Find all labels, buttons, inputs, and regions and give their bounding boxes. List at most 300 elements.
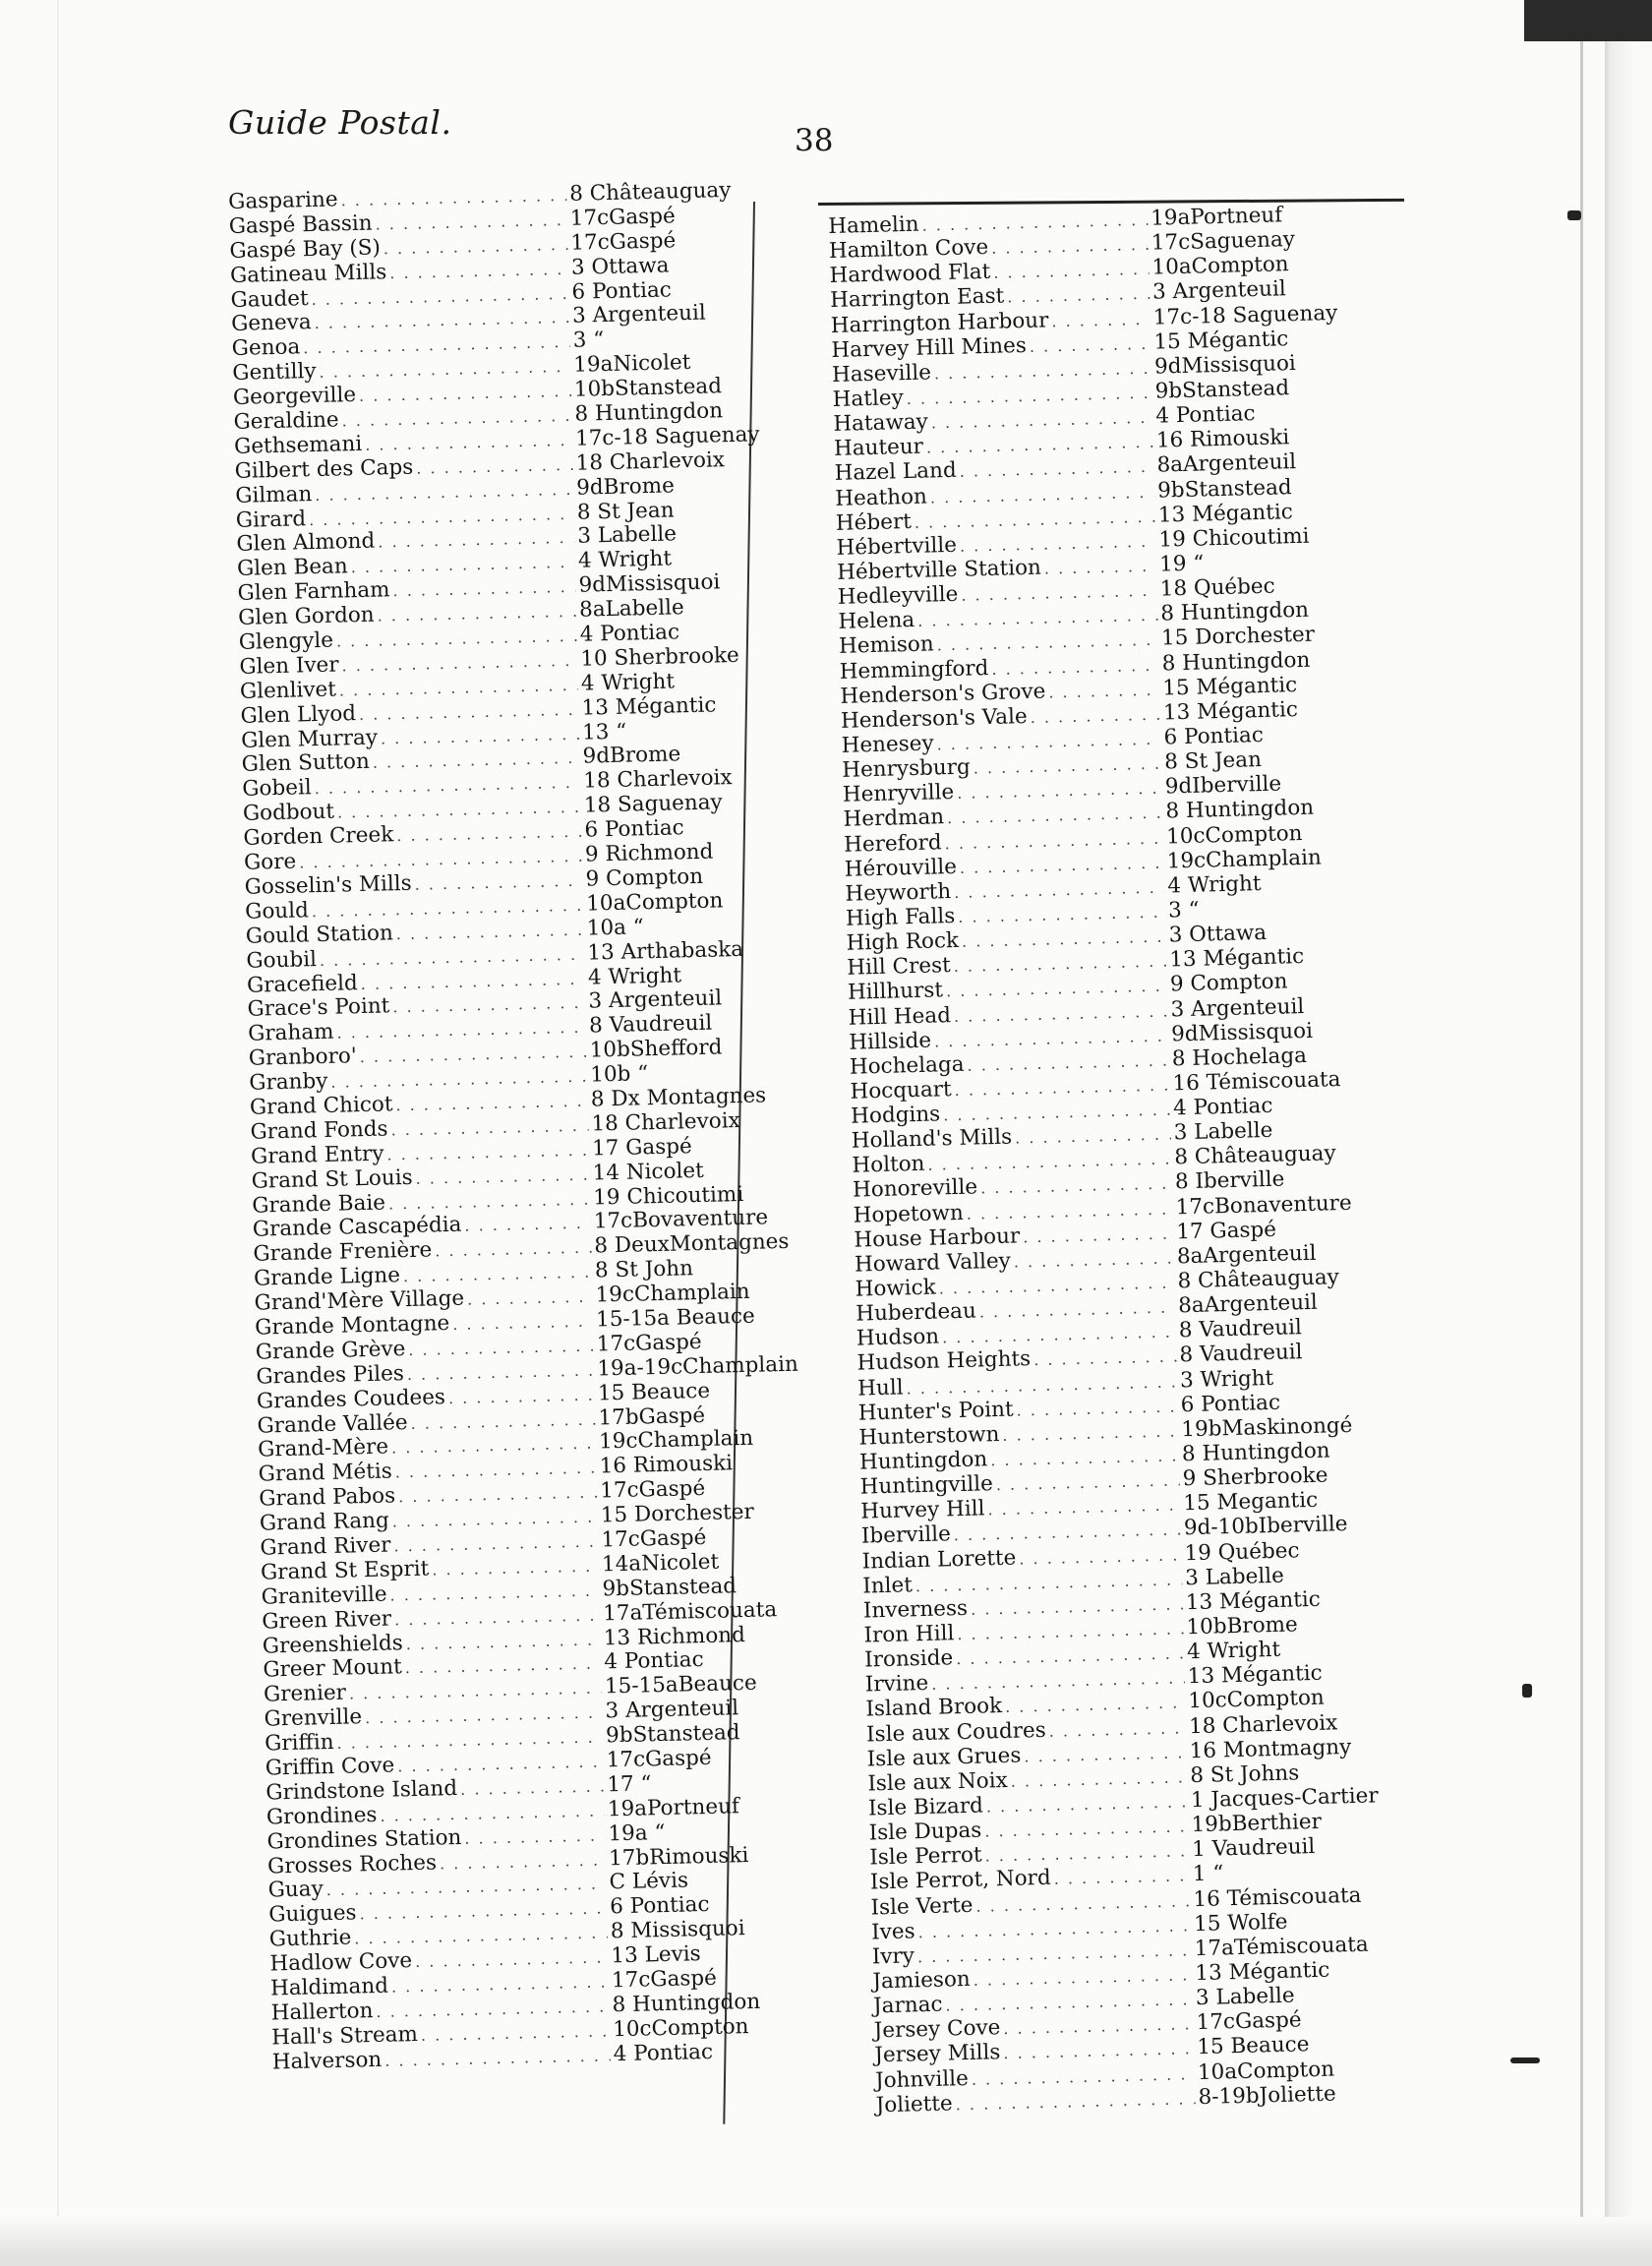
district-reference: 8 Huntingdon [612,1989,761,2018]
place-name: Gosselin's Mills [244,870,412,900]
district-reference: 3 Argenteuil [1151,276,1287,306]
dot-leader [464,1212,591,1239]
place-name: Gatineau Mills [229,259,387,288]
district-reference: 19cChamplain [595,1279,750,1308]
district-reference: 3 Labelle [1184,1563,1285,1590]
place-name: Irvine [864,1671,929,1698]
place-name: Isle Verte [870,1892,974,1921]
district-reference: 8 Huntingdon [1181,1438,1330,1467]
place-name: Gasparine [227,187,338,214]
dot-leader [1033,1344,1177,1373]
place-name: Gaspé Bassin [228,210,373,239]
district-reference: 19 Chicoutimi [1158,523,1310,553]
place-name: Hodgins [850,1102,941,1129]
district-reference: 17cGaspé [569,204,676,231]
place-name: Henesey [841,731,934,758]
district-reference: 10aCompton [1151,252,1289,280]
district-reference: 17c-18 Saguenay [1152,300,1338,330]
place-name: Hatley [832,386,905,412]
place-name: Girard [235,506,307,533]
district-reference: 13 Mégantic [1195,1957,1330,1987]
district-reference: 8 Huntingdon [1161,647,1311,677]
place-name: Jamieson [872,1966,972,1995]
district-reference: 19 Québec [1184,1537,1300,1566]
place-name: Goubil [246,946,318,974]
district-reference: 8 Hochelaga [1171,1043,1308,1072]
place-name: Grand St Esprit [260,1556,430,1585]
district-reference: 8 Châteauguay [568,177,732,207]
district-reference: 10bStanstead [573,374,723,402]
place-name: Grand Métis [258,1459,393,1487]
place-name: Glen Sutton [241,749,371,778]
district-reference: 8 Huntingdon [1160,598,1310,626]
district-reference: 8 St Jean [576,497,675,525]
place-name: Grande Baie [252,1190,386,1219]
district-reference: 6 Pontiac [1163,722,1265,750]
place-name: Grand River [260,1532,391,1561]
binding-mark [1567,210,1581,220]
district-reference: 13 Mégantic [1157,499,1294,528]
place-name: High Rock [846,927,960,956]
place-name: Huntingdon [858,1447,988,1475]
page-right-edge [1605,0,1652,2266]
dot-leader [384,2044,611,2073]
district-reference: 9bStanstead [1154,376,1290,404]
district-reference: 9bStanstead [1156,474,1292,504]
district-reference: 16 Témiscouata [1172,1067,1341,1097]
place-name: Hataway [833,409,929,438]
district-reference: 19cChamplain [1166,845,1323,874]
district-reference: 19aPortneuf [1150,203,1283,231]
place-name: Grandes Coudees [256,1384,446,1414]
district-reference: 19a-19cChamplain [597,1351,799,1382]
district-reference: 8-19bJoliette [1198,2081,1336,2110]
district-reference: 3 Ottawa [570,253,670,280]
district-reference: 10b “ [589,1061,649,1088]
place-name: Howick [855,1275,937,1302]
district-reference: 9dMissisquoi [1170,1018,1314,1047]
place-name: Hérouville [844,854,958,882]
place-name: Howard Valley [854,1248,1012,1278]
district-reference: 10a “ [586,914,645,941]
page-edge-line [1580,0,1583,2266]
district-reference: 19bMaskinongé [1181,1412,1353,1443]
place-name: Grace's Point [247,993,390,1023]
district-reference: 10bShefford [589,1035,723,1063]
district-reference: 15 Beauce [597,1378,711,1406]
district-reference: 18 Saguenay [583,790,723,818]
dot-leader [955,2086,1196,2117]
place-name: Hudson Heights [856,1346,1032,1377]
page-title: Guide Postal. [228,103,452,142]
place-name: Hillside [848,1028,932,1055]
district-reference: 10cCompton [1165,820,1303,850]
place-name: Henryville [842,780,955,808]
place-name: Grand St Louis [251,1164,413,1194]
dot-leader [467,1285,593,1313]
dot-leader [1023,1221,1174,1249]
district-reference: 17cGaspé [596,1329,702,1357]
place-name: Geraldine [233,407,339,435]
place-name: Isle Perrot [868,1842,982,1871]
district-reference: 15 Mégantic [1153,326,1289,355]
district-reference: 15-15a Beauce [595,1303,755,1333]
place-name: Grenier [263,1680,347,1707]
district-reference: 8 Vaudreuil [1179,1340,1303,1368]
place-name: Isle aux Noix [867,1767,1009,1797]
place-name: Hemmingford [839,655,989,685]
district-reference: 17bRimouski [608,1842,749,1871]
place-name: Hamelin [828,211,919,239]
place-name: Grande Grève [255,1336,406,1365]
district-reference: 13 Mégantic [1185,1586,1322,1616]
place-name: Grandes Piles [256,1360,405,1390]
district-reference: 19aNicolet [572,350,691,379]
place-name: Gobeil [242,775,312,803]
place-name: Harrington East [829,283,1005,314]
district-reference: 15 Beauce [1196,2032,1310,2060]
place-name: Henrysburg [841,754,972,783]
place-name: Iberville [860,1521,952,1550]
binding-mark [1510,2057,1540,2063]
place-name: Isle aux Coudres [865,1717,1047,1748]
place-name: Helena [838,608,915,635]
place-name: Guay [267,1877,324,1903]
place-name: Geneva [230,310,312,337]
place-name: Glen Murray [240,725,379,753]
district-reference: 13 Mégantic [1187,1661,1323,1690]
dot-leader [1051,306,1150,333]
place-name: Hochelaga [849,1051,965,1080]
district-reference: 15 Wolfe [1193,1909,1288,1937]
district-reference: 8 St John [594,1256,694,1283]
place-name: Huntingville [859,1471,994,1500]
district-reference: 17cGaspé [570,228,677,256]
district-reference: 9dMissisquoi [578,569,721,598]
place-name: Isle Dupas [868,1818,982,1846]
place-name: Hunter's Point [857,1397,1014,1426]
district-reference: 4 Pontiac [579,620,680,647]
district-reference: 19 “ [1158,551,1205,577]
place-name: Jarnac [872,1992,943,2019]
district-reference: C Lévis [609,1868,689,1895]
district-reference: 1 “ [1192,1861,1224,1887]
place-name: Grande Frenière [253,1237,433,1267]
place-name: Hall's Stream [270,2021,419,2051]
district-reference: 9 Richmond [584,839,714,867]
district-reference: 13 Mégantic [1162,696,1299,726]
district-reference: 17cBovaventure [593,1205,769,1234]
district-reference: 10bBrome [1186,1612,1299,1640]
dot-leader [448,1383,596,1410]
place-name: Grand Rang [259,1508,390,1536]
district-reference: 13 Levis [611,1941,701,1969]
district-reference: 15 Dorchester [1160,623,1316,651]
district-reference: 3 Argenteuil [1170,993,1305,1022]
left-column-list [228,178,815,2075]
district-reference: 3 Labelle [1173,1118,1273,1146]
district-reference: 9bStanstead [605,1720,740,1749]
place-name: Island Brook [865,1694,1003,1722]
district-reference: 17 Gaspé [1175,1217,1277,1245]
place-name: Gore [243,849,297,875]
place-name: Haldimand [269,1973,389,2001]
district-reference: 8 DeuxMontagnes [594,1229,790,1259]
district-reference: 17cGaspé [611,1965,718,1994]
district-reference: 4 Pontiac [1172,1093,1273,1121]
district-reference: 8aArgenteuil [1176,1240,1317,1270]
district-reference: 13 Mégantic [581,692,717,721]
district-reference: 16 Rimouski [1155,425,1290,453]
place-name: Herdman [843,805,945,833]
district-reference: 9 Sherbrooke [1182,1462,1328,1492]
district-reference: 16 Montmagny [1189,1734,1352,1763]
dot-leader [1030,701,1160,729]
district-reference: 19a “ [608,1819,666,1847]
dot-leader [1048,1715,1186,1744]
page-bottom-edge [0,2217,1652,2266]
district-reference: 4 Wright [580,669,676,696]
dot-leader [1053,1864,1190,1892]
place-name: Jersey Cove [873,2015,1001,2044]
dot-leader [460,1774,605,1802]
place-name: Hereford [843,829,942,858]
dot-leader [416,453,573,482]
place-name: Gracefield [246,970,359,998]
place-name: Gould [244,898,310,924]
place-name: Gilbert des Caps [234,454,414,484]
place-name: Georgeville [232,383,357,411]
place-name: Henderson's Vale [840,703,1028,734]
district-reference: 16 Rimouski [599,1451,734,1479]
district-reference: 10 Sherbrooke [580,642,740,672]
place-name: Hill Crest [847,953,952,981]
place-name: Iron Hill [863,1621,955,1648]
place-name: Isle Bizard [867,1793,984,1821]
dot-leader [1007,281,1150,310]
district-reference: 19bBerthier [1191,1809,1323,1838]
place-name: Hamilton Cove [828,235,989,265]
district-reference: 10aCompton [1197,2057,1335,2085]
district-reference: 8 St Jean [1163,747,1263,775]
place-name: Gilman [235,481,313,508]
place-name: Henderson's Grove [840,679,1046,709]
district-reference: 4 Pontiac [1154,401,1256,429]
district-reference: 17 Gaspé [591,1133,693,1162]
place-name: Griffin [264,1730,334,1757]
place-name: Gould Station [245,920,394,949]
district-reference: 17 “ [606,1771,652,1798]
place-name: Glen Iver [239,652,339,680]
district-reference: 17cGaspé [601,1524,707,1553]
district-reference: 18 Charlevoix [582,765,733,795]
district-reference: 8 Vaudreuil [1178,1315,1303,1343]
district-reference: 1 Vaudreuil [1191,1834,1316,1863]
district-reference: 19cChamplain [598,1426,754,1455]
district-reference: 17c-18 Saguenay [574,422,760,451]
place-name: Inverness [862,1595,969,1624]
place-name: Hazel Land [834,458,958,487]
place-name: Grenville [264,1704,363,1732]
district-reference: 17bGaspé [598,1402,706,1431]
place-name: Hallerton [270,1998,374,2026]
district-reference: 16 Témiscouata [1193,1882,1362,1912]
place-name: Hébertville Station [836,555,1042,585]
district-reference: 18 Charlevoix [575,447,726,476]
district-reference: 3 Argenteuil [605,1696,739,1724]
place-name: Grande Vallée [257,1409,408,1439]
place-name: Grand Fonds [250,1116,388,1145]
dot-leader [1044,554,1157,581]
district-reference: 14 Nicolet [592,1158,705,1186]
place-name: Hardwood Flat [829,260,991,289]
place-name: Holton [852,1152,925,1179]
place-name: Guthrie [268,1925,352,1952]
district-reference: 13 Richmond [603,1622,746,1650]
district-reference: 3 Argenteuil [588,985,723,1014]
district-reference: 8 St Johns [1189,1760,1300,1789]
district-reference: 9 Compton [1169,969,1288,997]
place-name: Hébertville [836,532,958,561]
district-reference: 8 Châteauguay [1177,1265,1340,1294]
place-name: Grondines Station [266,1824,462,1855]
district-reference: 8 Huntingdon [1165,796,1315,824]
district-reference: 9dBrome [582,742,681,770]
district-reference: 17cGaspé [1196,2007,1302,2036]
place-name: Johnville [874,2065,970,2093]
district-reference: 4 Pontiac [613,2039,714,2066]
district-reference: 8 Vaudreuil [588,1010,713,1039]
place-name: Grand-Mère [257,1434,389,1463]
district-reference: 3 “ [572,328,605,354]
place-name: Glen Llyod [240,700,357,729]
district-reference: 4 Wright [587,962,682,990]
place-name: Hill Head [848,1002,952,1031]
place-name: Joliette [875,2091,954,2118]
place-name: Guigues [268,1900,357,1928]
district-reference: 6 Pontiac [1180,1390,1281,1418]
place-name: Honoreville [852,1174,978,1204]
place-name: Greer Mount [263,1654,403,1684]
place-name: Grand'Mère Village [254,1285,465,1316]
place-name: Glen Gordon [237,602,375,631]
district-reference: 15 Mégantic [1161,672,1298,701]
place-name: Grosses Roches [266,1850,438,1879]
place-name: Hébert [835,508,913,536]
district-reference: 17aTémiscouata [1194,1932,1369,1961]
right-column-list [828,201,1405,2117]
place-name: Ivry [871,1943,915,1970]
district-reference: 13 “ [581,719,627,745]
place-name: Graham [247,1019,334,1047]
place-name: Huberdeau [855,1298,977,1327]
place-name: Indian Lorette [861,1545,1017,1575]
place-name: Heathon [834,484,928,511]
district-reference: 9dIberville [1164,771,1282,800]
district-reference: 15 Dorchester [600,1499,755,1528]
binding-mark [1522,1684,1532,1698]
district-reference: 9bStanstead [602,1573,738,1602]
district-reference: 8aLabelle [578,595,684,623]
place-name: Hauteur [833,434,924,462]
district-reference: 17cBonaventure [1175,1190,1352,1220]
dot-leader [435,1236,592,1265]
place-name: Hocquart [850,1077,952,1104]
district-reference: 14aNicolet [601,1549,720,1578]
place-name: Griffin Cove [265,1753,395,1781]
district-reference: 19 Chicoutimi [592,1181,744,1211]
district-reference: 8 Iberville [1174,1167,1285,1195]
place-name: Gentilly [232,359,317,387]
place-name: Harrington Harbour [830,307,1049,338]
district-reference: 8aArgenteuil [1156,449,1297,479]
district-reference: 19aPortneuf [607,1793,740,1822]
place-name: Hudson [856,1324,940,1351]
place-name: Grand Pabos [259,1483,396,1512]
place-name: Gaspé Bay (S) [229,235,382,264]
place-name: Grand Chicot [249,1092,393,1120]
place-name: Hadlow Cove [269,1948,413,1977]
district-reference: 8 Châteauguay [1174,1141,1336,1170]
place-name: Grand Entry [250,1141,384,1169]
district-reference: 4 Pontiac [604,1647,704,1675]
place-name: Genoa [231,334,301,362]
place-name: Isle aux Grues [866,1743,1022,1772]
place-name: Gorden Creek [243,822,394,851]
place-name: Inlet [861,1573,914,1599]
place-name: Hemison [838,631,934,660]
district-reference: 10aCompton [585,888,724,917]
place-name: Harvey Hill Mines [831,332,1028,363]
place-name: Holland's Mills [851,1124,1013,1154]
district-reference: 8aArgenteuil [1177,1289,1319,1319]
place-name: Granby [249,1068,328,1096]
district-reference: 6 Pontiac [609,1892,710,1920]
place-name: Heyworth [845,878,952,907]
place-name: Grindstone Island [266,1775,458,1806]
district-reference: 4 Wright [1167,870,1262,899]
district-reference: 9d-10bIberville [1183,1512,1348,1541]
dot-leader [1030,330,1151,358]
page-number: 38 [795,123,834,158]
district-reference: 8 Dx Montagnes [590,1083,767,1112]
district-reference: 6 Pontiac [571,276,673,305]
district-reference: 3 Argenteuil [571,301,706,329]
district-reference: 3 “ [1167,897,1200,924]
place-name: Glenlivet [239,677,337,704]
district-reference: 4 Wright [577,546,673,574]
place-name: Grondines [266,1802,378,1830]
place-name: Ironside [863,1645,954,1673]
district-reference: 10cCompton [612,2013,749,2043]
place-name: Jersey Mills [874,2040,1001,2068]
place-name: Gethsemani [233,431,363,459]
dot-leader [464,1823,606,1851]
place-name: House Harbour [854,1223,1021,1253]
district-reference: 3 Labelle [1195,1983,1295,2011]
place-name: Ives [870,1919,915,1945]
place-name: Graniteville [261,1581,387,1610]
place-name: Hillhurst [847,978,944,1006]
district-reference: 15-15aBeauce [604,1671,757,1700]
district-reference: 4 Wright [1186,1637,1281,1665]
page-gutter-line [57,0,59,2266]
district-reference: 17cGaspé [599,1476,706,1504]
place-name: Glen Farnham [237,577,390,607]
district-reference: 1 Jacques-Cartier [1190,1783,1379,1814]
place-name: Hedleyville [837,581,959,610]
place-name: Gaudet [230,285,309,313]
